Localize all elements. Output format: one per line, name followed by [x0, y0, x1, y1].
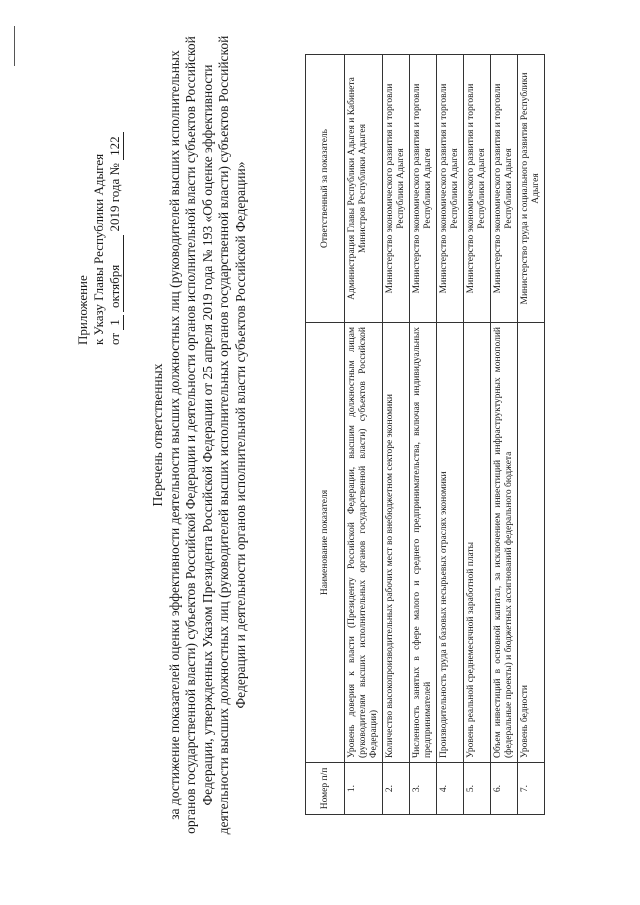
document-title — [150, 35, 249, 835]
row-indicator: Численность занятых в сфере малого и среднего предпринимательства, включая индивидуальных предпринимателей — [410, 323, 437, 763]
row-indicator: Уровень бедности — [518, 323, 545, 763]
appendix-ot: от — [107, 332, 122, 345]
table-row — [345, 55, 383, 815]
title-heading: Перечень ответственных — [150, 363, 165, 507]
header-indicator: Наименование показателя — [306, 323, 345, 763]
table-header-row — [306, 55, 345, 815]
appendix-line1: Приложение — [75, 275, 90, 345]
row-number: 2. — [383, 763, 410, 815]
row-responsible: Администрация Главы Республики Адыгея и Кабинета Министров Республики Адыгея — [345, 55, 383, 323]
row-responsible: Министерство экономического развития и торговли Республики Адыгея — [437, 55, 464, 323]
appendix-month: октября — [107, 235, 124, 312]
row-responsible: Министерство экономического развития и торговли Республики Адыгея — [410, 55, 437, 323]
row-indicator: Количество высокопроизводительных рабочих мест во внебюджетном секторе экономики — [383, 323, 410, 763]
row-number: 4. — [437, 763, 464, 815]
appendix-line2: к Указу Главы Республики Адыгея — [91, 153, 106, 345]
row-number: 5. — [464, 763, 491, 815]
header-responsible: Ответственный за показатель — [306, 55, 345, 323]
row-indicator: Уровень доверия к власти (Президенту Российской Федерации, высшим должностным лицам (руководителям высших исполнительных органов государственной власти) субъектов Российской Федерации) — [345, 323, 383, 763]
appendix-block — [75, 45, 124, 345]
row-number: 6. — [491, 763, 518, 815]
appendix-date-line — [107, 45, 124, 345]
appendix-day: 1 — [107, 315, 124, 330]
row-indicator: Производительность труда в базовых несырьевых отраслях экономики — [437, 323, 464, 763]
table-row — [410, 55, 437, 815]
table-row — [383, 55, 410, 815]
row-number: 1. — [345, 763, 383, 815]
row-number: 3. — [410, 763, 437, 815]
row-indicator: Объем инвестиций в основной капитал, за исключением инвестиций инфраструктурных монополий (федеральные проекты) и бюджетных ассигнований федерального бюджета — [491, 323, 518, 763]
title-body: за достижение показателей оценки эффективности деятельности высших должностных лиц (руководителей высших исполнительных органов государственной власти) субъектов Российской Федерации и деятельности органов исполнительной власти субъектов Российской Федерации, утвержденных Указом Президента Российской Федерации от 25 апреля 2019 года № 193 «Об оценке эффективности деятельности высших должностных лиц (руководителей высших исполнительных органов государственной власти) субъектов Российской Федерации и деятельности органов исполнительной власти субъектов Российской Федерации» — [166, 35, 248, 835]
row-responsible: Министерство экономического развития и торговли Республики Адыгея — [383, 55, 410, 323]
row-number: 7. — [518, 763, 545, 815]
table-row — [491, 55, 518, 815]
indicators-table — [305, 54, 545, 815]
row-responsible: Министерство труда и социального развития Республики Адыгея — [518, 55, 545, 323]
table-row — [464, 55, 491, 815]
row-indicator: Уровень реальной среднемесячной заработной платы — [464, 323, 491, 763]
row-responsible: Министерство экономического развития и торговли Республики Адыгея — [491, 55, 518, 323]
row-responsible: Министерство экономического развития и торговли Республики Адыгея — [464, 55, 491, 323]
appendix-year: 2019 года № — [107, 163, 122, 232]
appendix-number: 122 — [107, 132, 124, 160]
table-row — [437, 55, 464, 815]
header-number: Номер п/п — [306, 763, 345, 815]
table-row — [518, 55, 545, 815]
